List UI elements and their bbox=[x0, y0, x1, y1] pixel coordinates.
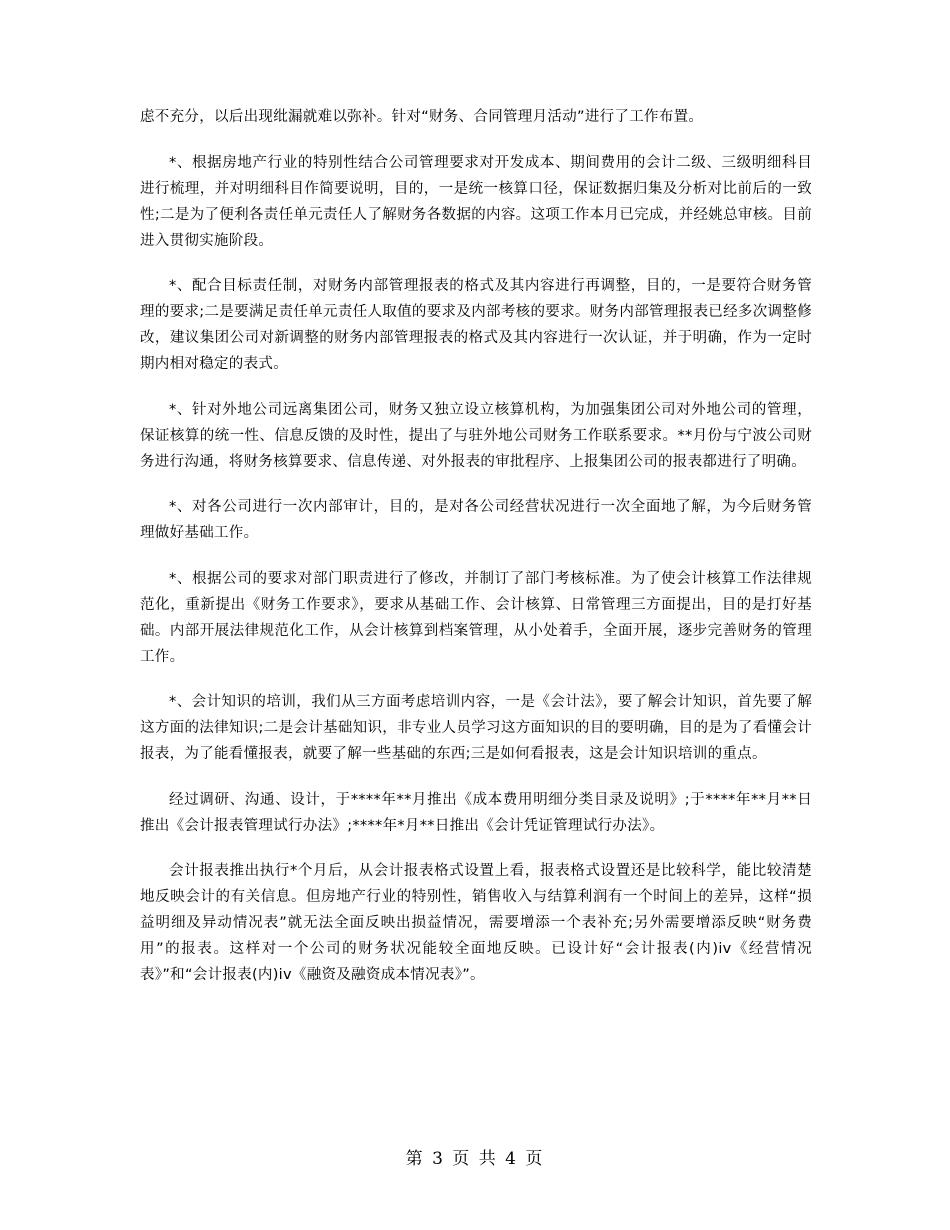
paragraph-internal-audit: *、对各公司进行一次内部审计，目的，是对各公司经营状况进行一次全面地了解，为今后财务管理做好基础工作。 bbox=[140, 499, 812, 541]
paragraph-training: *、会计知识的培训，我们从三方面考虑培训内容，一是《会计法》，要了解会计知识，首先要了解这方面的法律知识;二是会计基础知识，非专业人员学习这方面知识的目的要明确，目的是为了看懂会计报表，为了能看懂报表，就要了解一些基础的东西;三是如何看报表，这是会计知识培训的重点。 bbox=[140, 694, 812, 762]
page-number-footer: 第 3 页 共 4 页 bbox=[405, 1149, 545, 1169]
paragraph-remote-companies: *、针对外地公司远离集团公司，财务又独立设立核算机构，为加强集团公司对外地公司的管理，保证核算的统一性、信息反馈的及时性，提出了与驻外地公司财务工作联系要求。**月份与宁波公司财务进行沟通，将财务核算要求、信息传递、对外报表的审批程序、上报集团公司的报表都进行了明确。 bbox=[140, 401, 812, 470]
paragraph-cost-accounts: *、根据房地产行业的特别性结合公司管理要求对开发成本、期间费用的会计二级、三级明细科目进行梳理，并对明细科目作简要说明，目的，一是统一核算口径，保证数据归集及分析对比前后的一致性;二是为了便利各责任单元责任人了解财务各数据的内容。这项工作本月已完成，并经姚总审核。目前进入贯彻实施阶段。 bbox=[140, 154, 812, 249]
paragraph-continuation: 虑不充分，以后出现纰漏就难以弥补。针对“财务、合同管理月活动”进行了工作布置。 bbox=[140, 109, 704, 125]
paragraph-publications: 经过调研、沟通、设计，于****年**月推出《成本费用明细分类目录及说明》;于****年**月**日推出《会计报表管理试行办法》;****年*月**日推出《会计凭证管理试行办法》。 bbox=[140, 791, 812, 834]
document-body bbox=[140, 104, 812, 1008]
paragraph-report-evaluation: 会计报表推出执行*个月后，从会计报表格式设置上看，报表格式设置还是比较科学，能比较清楚地反映会计的有关信息。但房地产行业的特别性，销售收入与结算利润有一个时间上的差异，这样“损益明细及异动情况表”就无法全面反映出损益情况，需要增添一个表补充;另外需要增添反映“财务费用”的报表。这样对一个公司的财务状况能较全面地反映。已设计好“会计报表(内)iv《经营情况表》”和“会计报表(内)iv《融资及融资成本情况表》”。 bbox=[140, 863, 812, 983]
paragraph-department-duties: *、根据公司的要求对部门职责进行了修改，并制订了部门考核标准。为了使会计核算工作法律规范化，重新提出《财务工作要求》，要求从基础工作、会计核算、日常管理三方面提出，目的是打好基础。内部开展法律规范化工作，从会计核算到档案管理，从小处着手，全面开展，逐步完善财务的管理工作。 bbox=[140, 570, 812, 665]
paragraph-internal-reports: *、配合目标责任制，对财务内部管理报表的格式及其内容进行再调整，目的，一是要符合财务管理的要求;二是要满足责任单元责任人取值的要求及内部考核的要求。财务内部管理报表已经多次调整修改，建议集团公司对新调整的财务内部管理报表的格式及其内容进行一次认证，并于明确，作为一定时期内相对稳定的表式。 bbox=[140, 278, 812, 372]
